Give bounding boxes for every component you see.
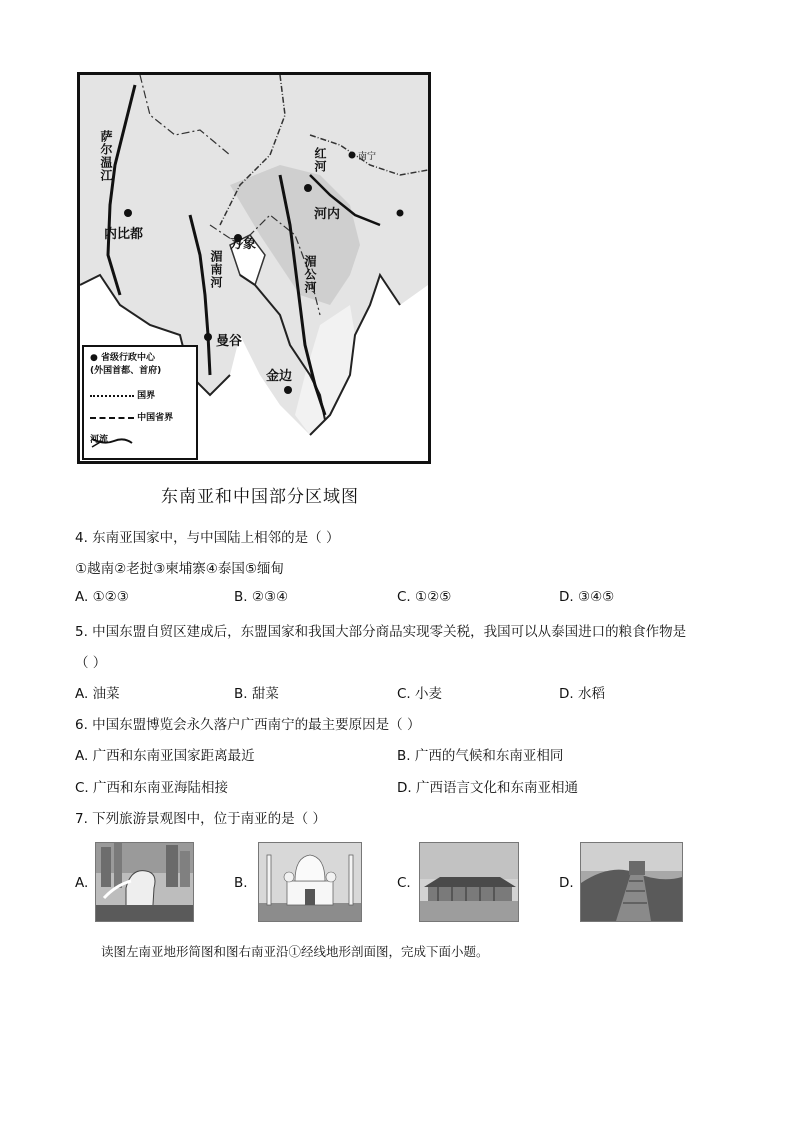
merlion-photo-icon	[96, 843, 193, 921]
map-caption: 东南亚和中国部分区域图	[161, 487, 359, 507]
photo-expo-hall[interactable]	[419, 842, 519, 922]
legend-river	[90, 435, 108, 446]
q6-option-a[interactable]: A. 广西和东南亚国家距离最近	[75, 748, 255, 764]
label-vientiane: 万象	[230, 237, 257, 252]
photo-taj-mahal[interactable]	[258, 842, 362, 922]
label-chao-phraya-river: 湄南河	[209, 250, 223, 289]
q5-stem-cont: （ ）	[75, 655, 107, 671]
legend-capital-sub: (外国首都、首府)	[90, 366, 162, 376]
legend-province-label: 中国省界	[137, 413, 174, 423]
legend-border-label: 国界	[137, 391, 156, 401]
q4-option-b[interactable]: B. ②③④	[234, 589, 289, 605]
instruction-note: 读图左南亚地形简图和图右南亚沿①经线地形剖面图，完成下面小题。	[101, 944, 489, 959]
q4-option-a[interactable]: A. ①②③	[75, 589, 129, 605]
q5-option-c[interactable]: C. 小麦	[397, 686, 443, 702]
q6-option-d[interactable]: D. 广西语言文化和东南亚相通	[397, 780, 578, 796]
q6-option-c[interactable]: C. 广西和东南亚海陆相接	[75, 780, 229, 796]
legend-province-border	[90, 413, 173, 424]
legend-border-line	[90, 395, 134, 397]
legend-border	[90, 391, 155, 402]
label-salween-river: 萨尔温江	[99, 130, 113, 182]
q4-option-c[interactable]: C. ①②⑤	[397, 589, 452, 605]
legend-capital-label: 省级行政中心	[101, 353, 156, 363]
q5-option-d[interactable]: D. 水稻	[559, 686, 605, 702]
label-hanoi: 河内	[314, 207, 341, 222]
q7-stem: 7. 下列旅游景观图中，位于南亚的是（ ）	[75, 811, 326, 827]
label-nanning: 南宁	[358, 152, 377, 162]
photo-merlion[interactable]	[95, 842, 194, 922]
expo-hall-photo-icon	[420, 843, 518, 921]
q7-option-d[interactable]: D.	[559, 875, 574, 891]
great-wall-photo-icon	[581, 843, 682, 921]
legend-capital: ● 省级行政中心	[90, 353, 156, 363]
river-symbol-icon	[90, 435, 134, 449]
q5-option-a[interactable]: A. 油菜	[75, 686, 120, 702]
q4-items: ①越南②老挝③柬埔寨④泰国⑤缅甸	[75, 561, 285, 577]
q5-option-b[interactable]: B. 甜菜	[234, 686, 279, 702]
legend-province-line	[90, 417, 134, 419]
q6-option-b[interactable]: B. 广西的气候和东南亚相同	[397, 748, 564, 764]
q7-option-c[interactable]: C.	[397, 875, 411, 891]
label-phnom-penh: 金边	[266, 369, 293, 384]
label-naypyidaw: 内比都	[104, 227, 144, 242]
q4-option-d[interactable]: D. ③④⑤	[559, 589, 615, 605]
photo-great-wall[interactable]	[580, 842, 683, 922]
q5-stem: 5. 中国东盟自贸区建成后，东盟国家和我国大部分商品实现零关税，我国可以从泰国进口的粮食作物是	[75, 624, 687, 640]
q4-stem: 4. 东南亚国家中，与中国陆上相邻的是（ ）	[75, 530, 340, 546]
legend-river-label: 河流	[90, 435, 109, 445]
map-legend	[82, 345, 198, 460]
q7-option-a[interactable]: A.	[75, 875, 89, 891]
label-bangkok: 曼谷	[216, 334, 243, 349]
q6-stem: 6. 中国东盟博览会永久落户广西南宁的最主要原因是（ ）	[75, 717, 421, 733]
label-red-river: 红河	[313, 147, 327, 173]
q7-option-b[interactable]: B.	[234, 875, 248, 891]
southeast-asia-map	[77, 72, 431, 464]
taj-mahal-photo-icon	[259, 843, 361, 921]
label-mekong-river: 湄公河	[303, 255, 317, 294]
